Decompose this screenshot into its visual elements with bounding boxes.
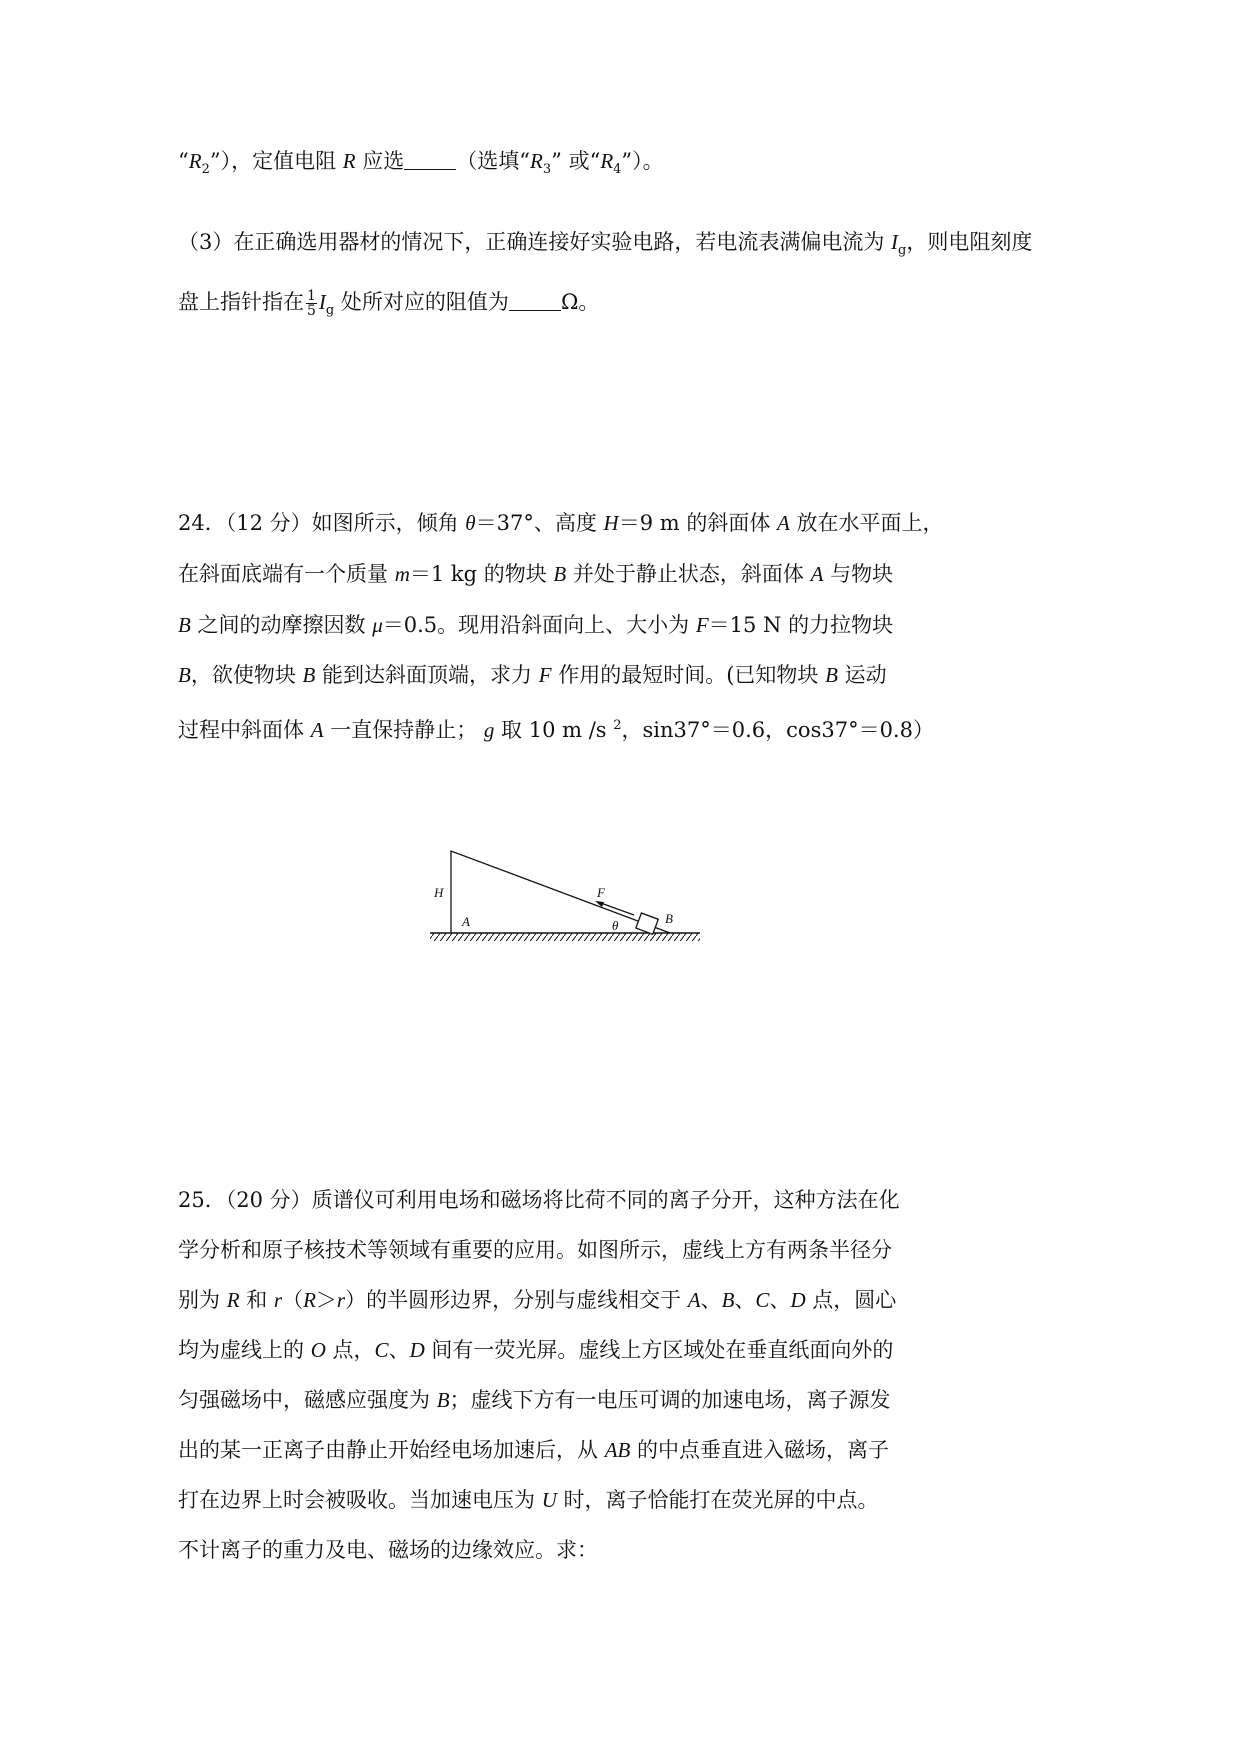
incline-figure [420,840,710,960]
label-b: B [665,911,673,926]
q25-line-3: 别为 R 和 r（R＞r）的半圆形边界，分别与虚线相交于 A、B、C、D 点，圆心 [178,1288,897,1312]
q25-line-1: 25．（20 分）质谱仪可利用电场和磁场将比荷不同的离子分开，这种方法在化 [178,1188,900,1212]
label-h: H [434,885,444,900]
label-theta: θ [612,918,619,933]
q25-line-4: 均为虚线上的 O 点，C、D 间有一荧光屏。虚线上方区域处在垂直纸面向外的 [178,1338,894,1362]
q24-line-5: 过程中斜面体 A 一直保持静止； g 取 10 m /s $^2$，sin37°＝0.6，cos37°＝0.8） [178,718,934,742]
label-a: A [462,914,470,929]
answer-blank [509,290,561,311]
q24-line-4: B，欲使物块 B 能到达斜面顶端，求力 F 作用的最短时间。(已知物块 B 运动 [178,663,887,687]
q24-line-1: 24．（12 分）如图所示，倾角 θ＝37°、高度 H＝9 m 的斜面体 A 放在水平面上， [178,511,944,535]
block-b [636,913,658,934]
q25-line-7: 打在边界上时会被吸收。当加速电压为 U 时，离子恰能打在荧光屏的中点。 [178,1488,879,1512]
incline-triangle [451,851,670,933]
text-line-r2-r3-r4: “$R_2$”），定值电阻 R 应选 （选填“$R_3$” 或“$R_4$”）。 [178,149,664,177]
answer-blank [404,149,456,170]
q25-line-6: 出的某一正离子由静止开始经电场加速后，从 AB 的中点垂直进入磁场，离子 [178,1438,890,1462]
q25-line-8: 不计离子的重力及电、磁场的边缘效应。求： [178,1538,598,1562]
q24-line-3: B 之间的动摩擦因数 μ＝0.5。现用沿斜面向上、大小为 F＝15 N 的力拉物块 [178,613,894,637]
q25-line-5: 匀强磁场中，磁感应强度为 B；虚线下方有一电压可调的加速电场，离子源发 [178,1388,891,1412]
q24-line-2: 在斜面底端有一个质量 m＝1 kg 的物块 B 并处于静止状态，斜面体 A 与物块 [178,562,894,586]
ground-hatching [430,933,700,941]
label-f: F [597,885,605,900]
fraction-one-fifth: $\frac{1}{5}$ [307,288,316,319]
text-line-part3-a: （3）在正确选用器材的情况下，正确连接好实验电路，若电流表满偏电流为 $I_g$，则电阻刻度 [178,230,1033,258]
q25-line-2: 学分析和原子核技术等领域有重要的应用。如图所示，虚线上方有两条半径分 [178,1238,892,1262]
text-line-part3-b: 盘上指针指在 $\frac{1}{5}$ $I_g$ 处所对应的阻值为 Ω。 [178,288,600,319]
